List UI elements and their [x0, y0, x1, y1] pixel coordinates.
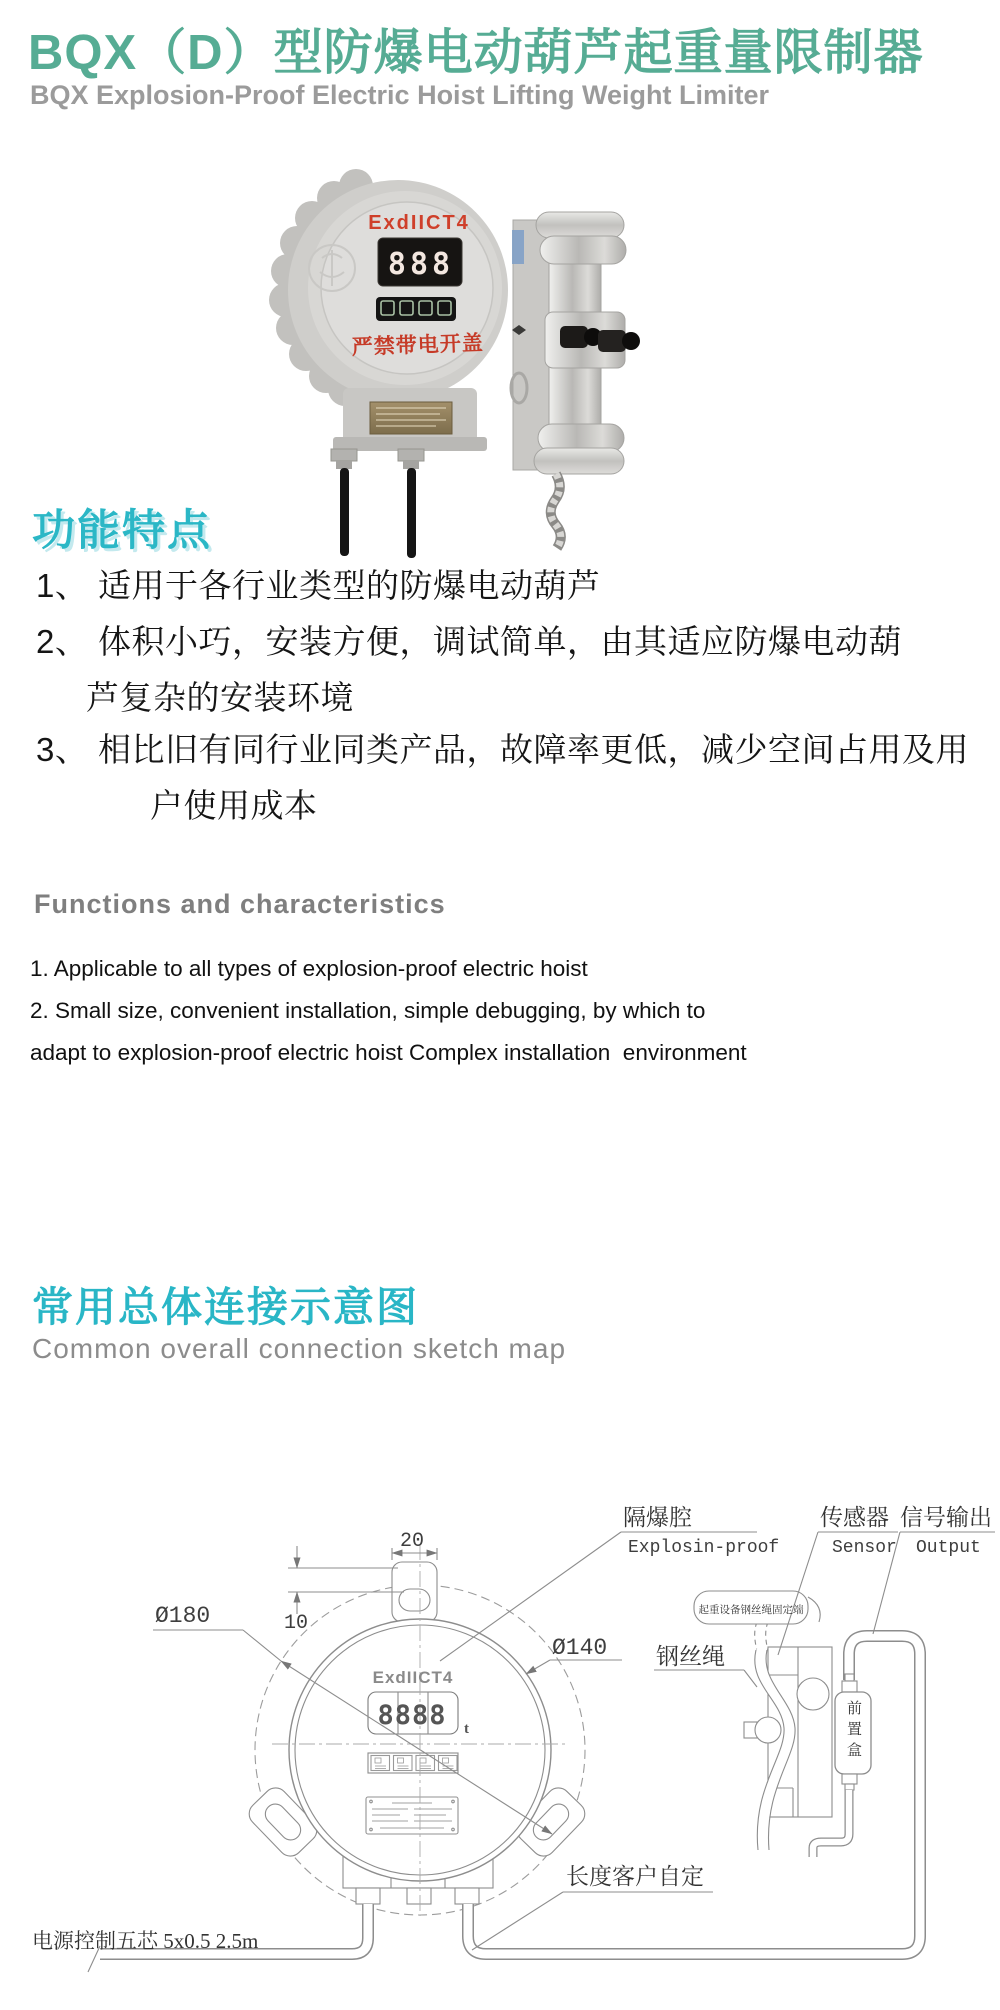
cable-glands: [331, 449, 424, 469]
label-power-cable: 电源控制五芯 5x0.5 2.5m: [32, 1929, 259, 1953]
dim-text-20: 20: [400, 1530, 425, 1553]
dim-text-180: Ø180: [155, 1603, 211, 1629]
feature-item-2-line-2: 芦复杂的安装环境: [86, 679, 354, 716]
feature-item-3-line-1: 3、 相比旧有同行业同类产品，故障率更低，减少空间占用及用: [36, 731, 970, 768]
label-length-note: 长度客户自定: [566, 1864, 704, 1889]
label-explosion-chamber-en: Explosin-proof: [628, 1538, 780, 1558]
dim-tab-offset: [288, 1546, 404, 1614]
label-front-box: 前置盒: [845, 1700, 861, 1763]
display-unit: t: [464, 1721, 469, 1737]
sensor-cable-photo: [407, 468, 416, 558]
photo-nameplate: [370, 402, 452, 434]
sketch-subheading: Common overall connection sketch map: [32, 1333, 567, 1364]
top-clevis-2: [540, 236, 626, 264]
rope-roller: [797, 1678, 829, 1710]
functions-item-1: 1. Applicable to all types of explosion-proof electric hoist: [30, 956, 588, 981]
led-digits: 888: [387, 247, 455, 282]
dim-text-140: Ø140: [552, 1635, 608, 1661]
label-rope-fixed-end: 起重设备钢丝绳固定端: [698, 1605, 804, 1616]
device-marking: ExdIICT4: [368, 212, 470, 234]
feature-item-2-line-1: 2、 体积小巧，安装方便，调试简单，由其适应防爆电动葫: [36, 623, 903, 660]
label-sensor-en: Sensor: [832, 1538, 897, 1558]
label-sensor-zh: 传感器: [820, 1505, 889, 1530]
dim-diameter-inner: [526, 1660, 622, 1674]
face-marking: ExdIICT4: [372, 1668, 454, 1687]
label-explosion-chamber-zh: 隔爆腔: [623, 1505, 692, 1530]
bottom-clevis-2: [534, 448, 624, 474]
label-wire-rope: 钢丝绳: [656, 1644, 725, 1669]
top-clevis-1: [536, 212, 624, 238]
dim-text-10: 10: [284, 1612, 309, 1635]
feature-item-1: 1、 适用于各行业类型的防爆电动葫芦: [36, 567, 601, 604]
label-output-en: Output: [916, 1538, 981, 1558]
limiter-photo: [269, 169, 508, 558]
sketch-heading: 常用总体连接示意图: [32, 1284, 419, 1330]
product-photo: [180, 148, 660, 568]
functions-item-2-cont: adapt to explosion-proof electric hoist Complex installation environment: [30, 1040, 747, 1065]
side-knob: [755, 1717, 781, 1743]
label-output-zh: 信号输出: [900, 1505, 992, 1530]
features-heading: 功能特点: [32, 507, 212, 555]
device-warning: 严禁带电开盖: [351, 331, 485, 360]
load-cell-photo: [511, 212, 640, 548]
connection-diagram: [20, 1430, 995, 2005]
power-cable-photo: [340, 468, 349, 556]
blue-label: [512, 230, 524, 264]
functions-heading: Functions and characteristics: [34, 889, 446, 919]
feature-item-3-line-2: 户使用成本: [150, 787, 318, 824]
functions-item-2: 2. Small size, convenient installation, simple debugging, by which to: [30, 998, 706, 1023]
page-subtitle: BQX Explosion-Proof Electric Hoist Lifting Weight Limiter: [30, 80, 770, 110]
page-title: BQX（D）型防爆电动葫芦起重量限制器: [28, 26, 924, 80]
wire-rope-photo: [551, 474, 561, 548]
face-display-digits: 8888: [377, 1700, 447, 1731]
